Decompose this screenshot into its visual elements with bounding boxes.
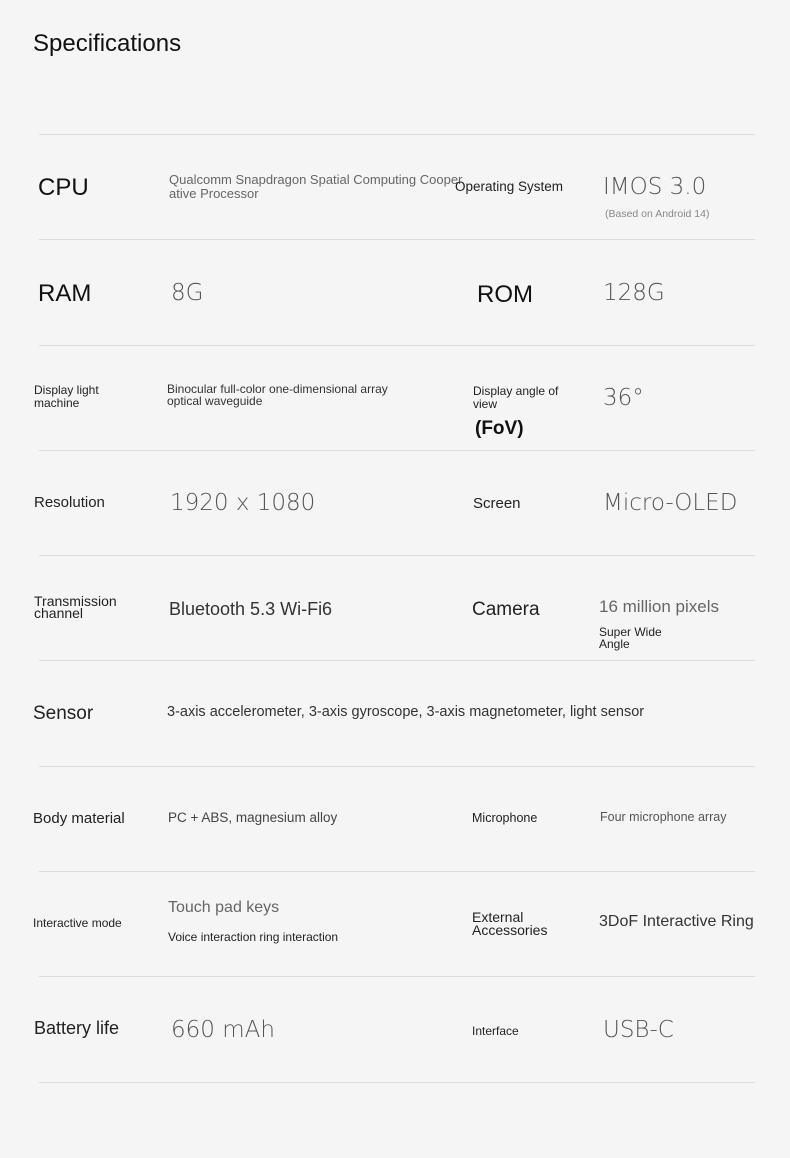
spec-value-display-light-machine: Binocular full-color one-dimensional array optical waveguide	[167, 382, 388, 408]
spec-label-fov: Display angle of view	[473, 384, 559, 411]
spec-label-sensor: Sensor	[33, 703, 94, 724]
spec-value-ram: 8G	[171, 280, 204, 306]
spec-label-interface: Interface	[472, 1024, 519, 1038]
spec-label-battery-life: Battery life	[34, 1018, 120, 1038]
divider	[39, 660, 755, 661]
spec-note-camera: Super Wide Angle	[599, 625, 662, 651]
spec-label-os: Operating System	[455, 179, 564, 194]
spec-label-screen: Screen	[473, 495, 521, 512]
spec-value-screen: Micro-OLED	[603, 490, 738, 516]
divider	[39, 555, 755, 556]
spec-label-transmission: Transmission channel	[34, 593, 117, 621]
spec-value-camera: 16 million pixels	[599, 597, 719, 616]
spec-value-os: IMOS 3.0	[603, 174, 707, 200]
divider	[39, 134, 755, 135]
divider	[39, 976, 755, 977]
spec-value-interactive-mode: Touch pad keys	[168, 899, 280, 916]
spec-label-microphone: Microphone	[472, 811, 538, 825]
spec-label-body-material: Body material	[33, 810, 125, 827]
divider	[39, 239, 755, 240]
divider	[39, 1082, 755, 1083]
spec-value-external-accessories: 3DoF Interactive Ring	[599, 913, 754, 930]
spec-note-interactive-mode: Voice interaction ring interaction	[168, 930, 339, 944]
spec-label-interactive-mode: Interactive mode	[33, 916, 122, 930]
spec-note-os: (Based on Android 14)	[605, 208, 710, 220]
spec-value-body-material: PC + ABS, magnesium alloy	[168, 810, 338, 825]
divider	[39, 766, 755, 767]
spec-label-external-accessories: External Accessories	[472, 909, 548, 938]
spec-label-fov-abbr: (FoV)	[475, 418, 524, 439]
divider	[39, 345, 755, 346]
spec-value-sensor: 3-axis accelerometer, 3-axis gyroscope, 3-axis magnetometer, light sensor	[167, 704, 645, 720]
page-title: Specifications	[33, 30, 182, 57]
spec-value-interface: USB-C	[603, 1017, 674, 1043]
spec-label-camera: Camera	[472, 599, 540, 620]
spec-value-resolution: 1920 x 1080	[170, 490, 316, 516]
spec-value-battery-life: 660 mAh	[171, 1017, 275, 1043]
spec-value-transmission: Bluetooth 5.3 Wi-Fi6	[169, 599, 333, 619]
spec-value-fov: 36°	[603, 385, 644, 411]
spec-value-rom: 128G	[603, 280, 665, 306]
divider	[39, 450, 755, 451]
spec-label-ram: RAM	[38, 280, 92, 307]
divider	[39, 871, 755, 872]
spec-value-microphone: Four microphone array	[600, 810, 727, 824]
spec-label-display-light-machine: Display light machine	[34, 383, 99, 410]
spec-label-resolution: Resolution	[34, 494, 105, 511]
spec-label-rom: ROM	[477, 281, 533, 308]
spec-label-cpu: CPU	[38, 174, 89, 201]
spec-value-cpu: Qualcomm Snapdragon Spatial Computing Cooperative Processor	[169, 172, 463, 201]
